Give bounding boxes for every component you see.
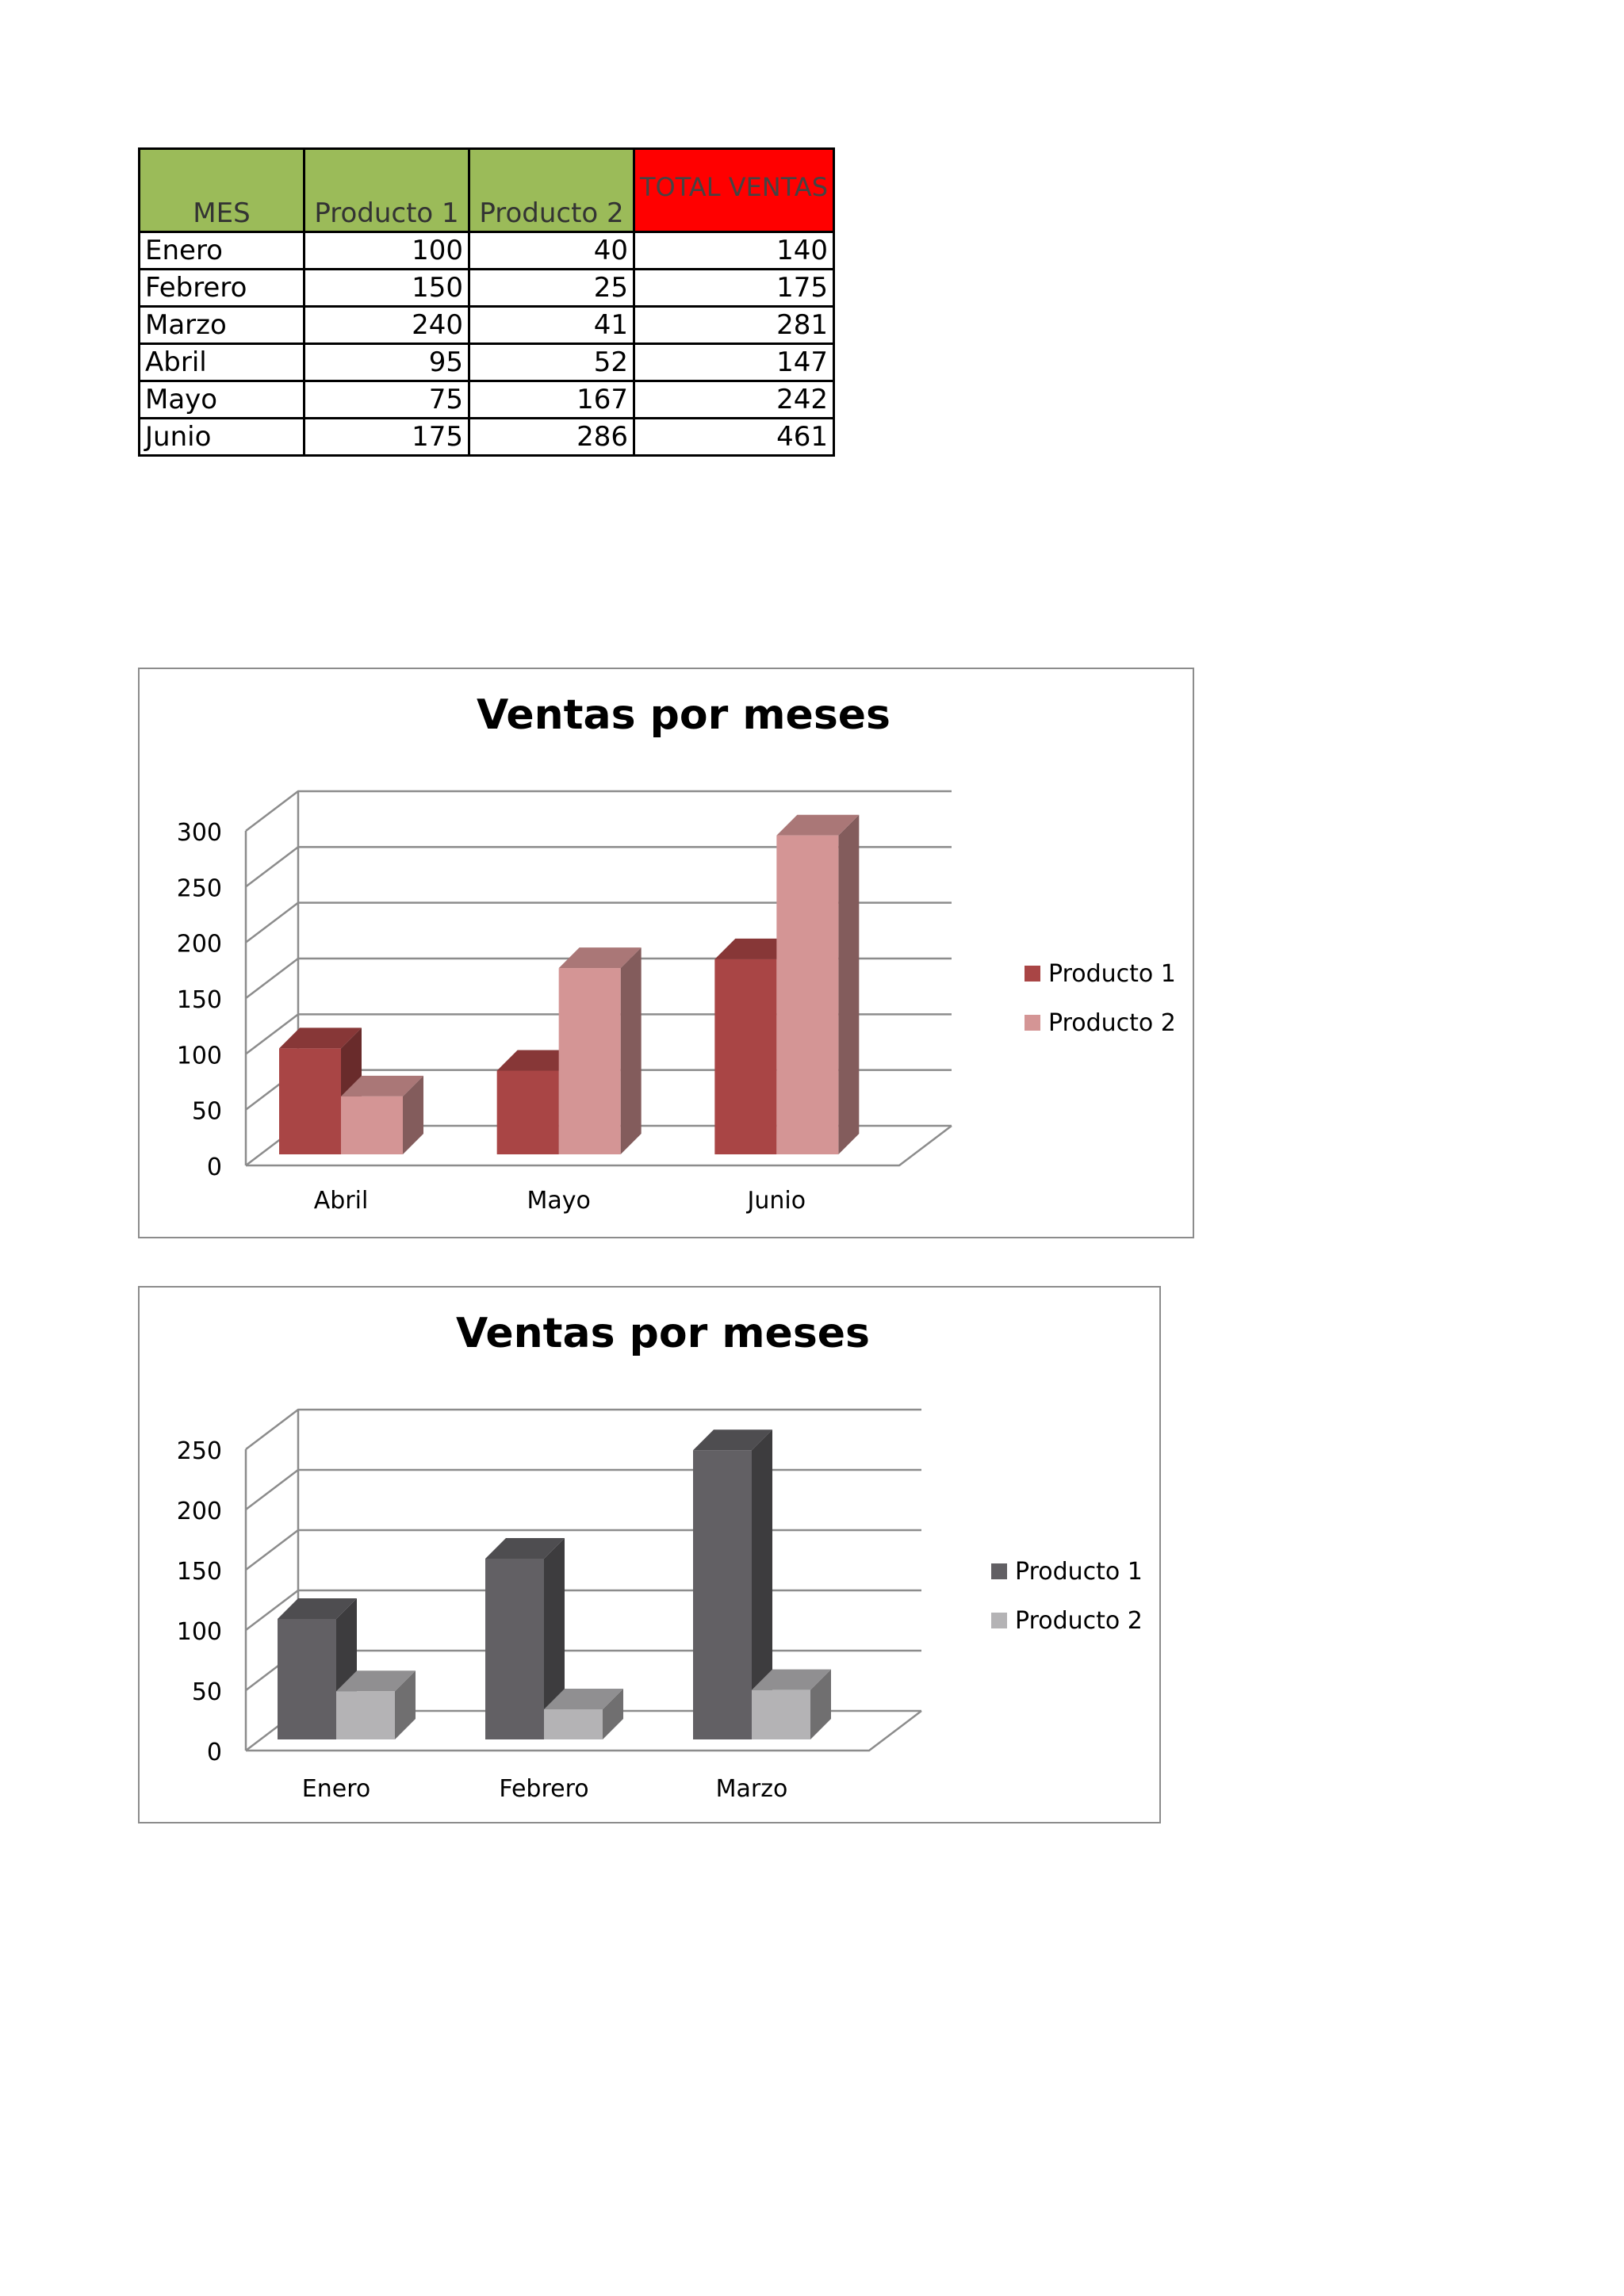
legend-label: Producto 1: [1048, 960, 1176, 988]
cell-producto-2: 167: [469, 381, 634, 419]
cell-total: 140: [634, 232, 834, 270]
gridline: [246, 1530, 921, 1570]
cell-producto-1: 240: [304, 307, 469, 344]
chart-plot: [140, 1288, 1162, 1825]
y-tick-label: 300: [176, 819, 222, 847]
gridline: [246, 1410, 921, 1449]
bar-producto-2: [752, 1690, 810, 1739]
cell-producto-1: 150: [304, 270, 469, 307]
y-tick-label: 50: [191, 1097, 222, 1126]
bar-producto-1: [485, 1559, 544, 1739]
y-tick-label: 0: [206, 1154, 222, 1181]
legend-swatch: [991, 1613, 1007, 1628]
bar-producto-1: [278, 1619, 336, 1739]
chart-plot: [140, 669, 1196, 1240]
table-row: [140, 344, 834, 381]
table-row: [140, 307, 834, 344]
cell-mes: Enero: [140, 232, 304, 270]
legend-label: Producto 2: [1015, 1607, 1143, 1635]
bar-producto-2: [776, 836, 838, 1154]
chart-ventas-enero-marzo: [138, 1286, 1161, 1823]
header-mes: MES: [140, 149, 304, 232]
cell-mes: Abril: [140, 344, 304, 381]
cell-producto-2: 41: [469, 307, 634, 344]
bar-side-producto-2: [621, 947, 642, 1154]
cell-total: 175: [634, 270, 834, 307]
y-tick-label: 250: [176, 1437, 222, 1465]
y-tick-label: 150: [176, 1558, 222, 1586]
x-tick-label: Febrero: [499, 1775, 589, 1803]
table-row: [140, 419, 834, 456]
legend-swatch: [1025, 1015, 1040, 1031]
cell-mes: Mayo: [140, 381, 304, 419]
header-producto-1: Producto 1: [304, 149, 469, 232]
cell-producto-1: 175: [304, 419, 469, 456]
cell-producto-2: 40: [469, 232, 634, 270]
x-tick-label: Mayo: [527, 1187, 591, 1215]
cell-producto-2: 52: [469, 344, 634, 381]
legend-label: Producto 1: [1015, 1558, 1143, 1586]
cell-mes: Junio: [140, 419, 304, 456]
bar-producto-2: [559, 968, 621, 1154]
bar-producto-2: [544, 1709, 603, 1739]
cell-producto-1: 75: [304, 381, 469, 419]
cell-producto-2: 25: [469, 270, 634, 307]
y-tick-label: 250: [176, 874, 222, 903]
y-tick-label: 200: [176, 930, 222, 959]
header-total-ventas: TOTAL VENTAS: [634, 149, 834, 232]
sales-table: [138, 147, 835, 457]
legend-label: Producto 2: [1048, 1009, 1176, 1037]
cell-mes: Febrero: [140, 270, 304, 307]
header-producto-2: Producto 2: [469, 149, 634, 232]
cell-producto-1: 100: [304, 232, 469, 270]
x-tick-label: Abril: [313, 1187, 369, 1215]
cell-mes: Marzo: [140, 307, 304, 344]
bar-producto-2: [341, 1096, 403, 1154]
bar-producto-1: [279, 1048, 341, 1154]
y-tick-label: 150: [176, 986, 222, 1014]
y-tick-label: 100: [176, 1042, 222, 1070]
x-tick-label: Marzo: [715, 1775, 788, 1803]
x-tick-label: Junio: [747, 1187, 806, 1215]
cell-producto-1: 95: [304, 344, 469, 381]
y-tick-label: 200: [176, 1498, 222, 1525]
table-header-row: [140, 149, 834, 232]
bar-producto-1: [693, 1450, 752, 1739]
y-tick-label: 50: [191, 1678, 222, 1706]
bar-producto-2: [336, 1691, 395, 1739]
y-tick-label: 0: [206, 1739, 222, 1766]
table-row: [140, 270, 834, 307]
cell-total: 461: [634, 419, 834, 456]
legend-swatch: [991, 1563, 1007, 1579]
table-row: [140, 381, 834, 419]
cell-total: 281: [634, 307, 834, 344]
bar-producto-1: [714, 959, 776, 1154]
cell-total: 242: [634, 381, 834, 419]
x-tick-label: Enero: [301, 1775, 371, 1803]
gridline: [246, 1470, 921, 1510]
cell-producto-2: 286: [469, 419, 634, 456]
legend-swatch: [1025, 966, 1040, 982]
bar-side-producto-2: [838, 815, 859, 1154]
bar-producto-1: [497, 1071, 559, 1155]
chart-ventas-abril-junio: [138, 668, 1194, 1238]
cell-total: 147: [634, 344, 834, 381]
chart-title: Ventas por meses: [455, 1310, 870, 1357]
table-row: [140, 232, 834, 270]
chart-title: Ventas por meses: [476, 691, 891, 739]
y-tick-label: 100: [176, 1618, 222, 1646]
